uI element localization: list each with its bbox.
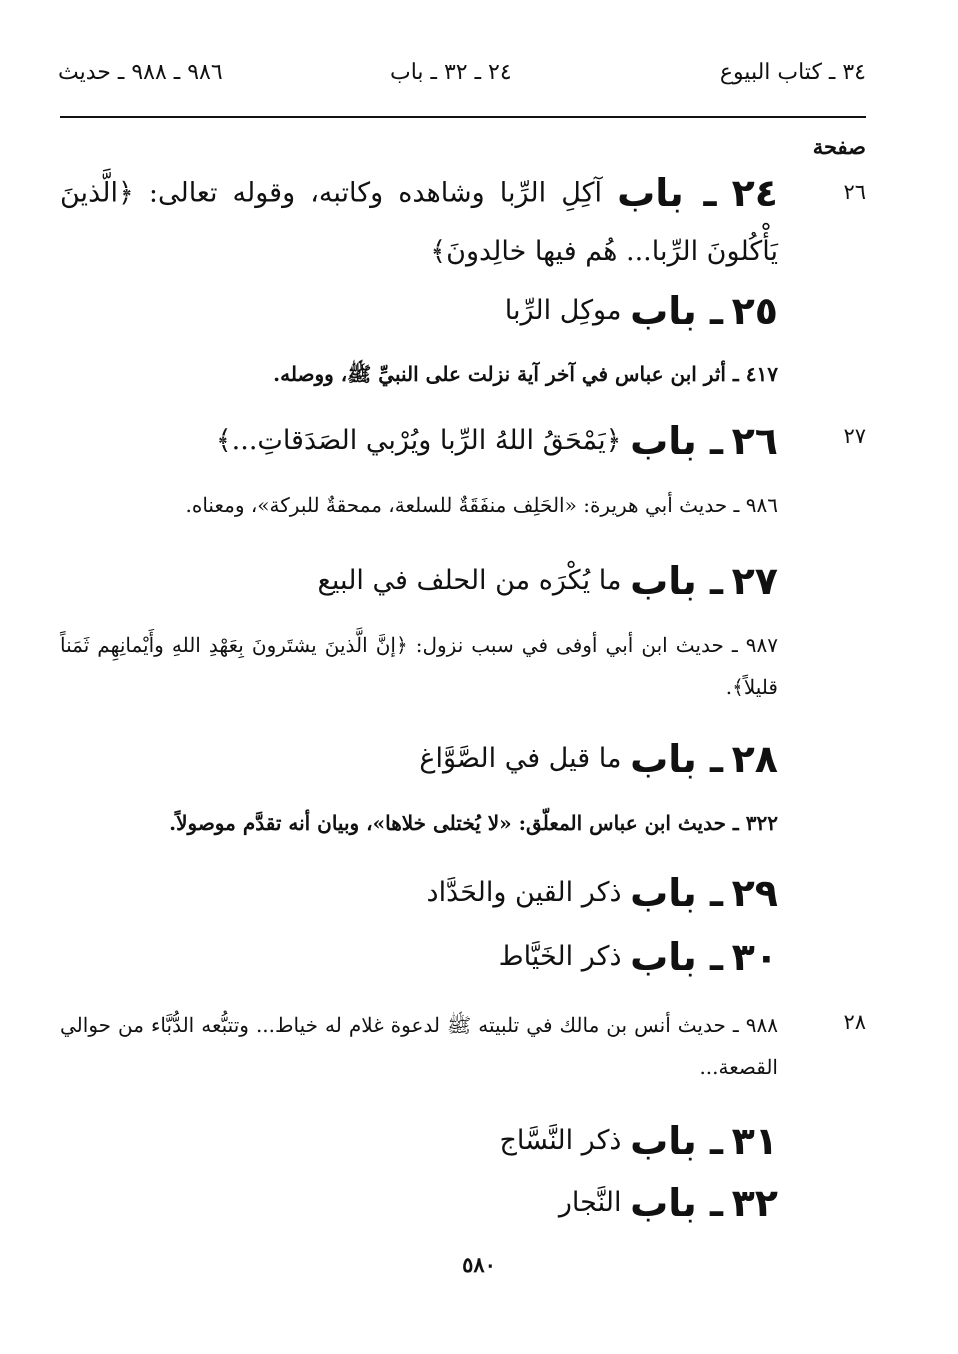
chapter-title: ما يُكْرَه من الحلف في البيع [317, 565, 622, 597]
chapter-word: باب [630, 1119, 697, 1163]
running-header-chapters: ٢٤ ـ ٣٢ ـ باب [390, 60, 512, 85]
chapter-number: ٢٩ [731, 871, 778, 915]
running-header-hadiths: ٩٨٦ ـ ٩٨٨ ـ حديث [58, 60, 223, 85]
page-number: ٥٨٠ [462, 1252, 496, 1277]
hadith-entry [60, 806, 778, 841]
chapter-word: باب [630, 1181, 697, 1225]
chapter-heading: ٢٨ ـ باب ما قيل في الصَّوَّاغ [419, 737, 778, 781]
chapter-number: ٢٧ [731, 559, 778, 603]
chapter-title: ذكر القين والحَدَّاد [426, 877, 622, 909]
hadith-text: ٤١٧ ـ أثر ابن عباس في آخر آية نزلت على النبيِّ ﷺ، ووصله. [273, 362, 778, 386]
hadith-text: ٩٨٦ ـ حديث أبي هريرة: «الحَلِف منفَقَةٌ للسلعة، ممحقةٌ للبركة»، ومعناه. [185, 493, 778, 517]
chapter-word: باب [630, 935, 697, 979]
header-rule [60, 116, 866, 118]
page-reference: ٢٦ [843, 180, 866, 204]
chapter-heading: ٣٢ ـ باب النَّجار [558, 1181, 778, 1225]
chapter-number: ٢٥ [731, 289, 778, 333]
chapter-number: ٣١ [731, 1119, 778, 1163]
chapter-heading: ٢٧ ـ باب ما يُكْرَه من الحلف في البيع [317, 559, 778, 603]
chapter-heading: ٣١ ـ باب ذكر النَّسَّاج [499, 1119, 778, 1163]
chapter-word: باب [630, 419, 697, 463]
chapter-title: ما قيل في الصَّوَّاغ [419, 743, 622, 775]
chapter-number: ٣٠ [731, 935, 778, 979]
hadith-entry [60, 1004, 778, 1088]
chapter-heading: ٢٤ ـ باب آكِلِ الرِّبا وشاهده وكاتبه، وقوله تعالى: ﴿الَّذينَ يَأْكُلونَ الرِّبا... هُم فيها خالِدونَ﴾ [60, 171, 778, 267]
chapter-word: باب [630, 289, 697, 333]
chapter-title: آكِلِ الرِّبا وشاهده وكاتبه، وقوله تعالى: ﴿الَّذينَ يَأْكُلونَ الرِّبا... هُم فيها خالِدونَ﴾ [60, 177, 778, 267]
chapter-word: باب [630, 871, 697, 915]
chapter-title: النَّجار [558, 1187, 622, 1219]
hadith-text: ٩٨٨ ـ حديث أنس بن مالك في تلبيته ﷺ لدعوة غلام له خياط... وتتبُّعه الدُّبَّاء من حوالي القصعة... [60, 1013, 778, 1079]
running-header-book: ٣٤ ـ كتاب البيوع [719, 60, 866, 85]
chapter-heading: ٢٦ ـ باب ﴿يَمْحَقُ اللهُ الرِّبا ويُرْبي الصَدَقاتِ...﴾ [215, 419, 778, 463]
hadith-entry [60, 624, 778, 708]
chapter-heading: ٢٥ ـ باب موكِل الرِّبا [504, 289, 778, 333]
chapter-number: ٢٨ [731, 737, 778, 781]
hadith-text: ٩٨٧ ـ حديث ابن أبي أوفى في سبب نزول: ﴿إنَّ الَّذينَ يشتَرونَ بِعَهْدِ اللهِ وأَيْمانِهِم ثَمَناً قليلاً﴾. [60, 633, 778, 699]
chapter-title: موكِل الرِّبا [504, 295, 622, 327]
chapter-heading: ٣٠ ـ باب ذكر الخَيَّاط [498, 935, 778, 979]
chapter-number: ٢٤ [731, 171, 778, 215]
page-reference: ٢٨ [843, 1010, 866, 1034]
chapter-word: باب [617, 171, 684, 215]
chapter-heading: ٢٩ ـ باب ذكر القين والحَدَّاد [426, 871, 778, 915]
hadith-entry [60, 488, 778, 523]
page-reference: ٢٧ [843, 424, 866, 448]
chapter-word: باب [630, 737, 697, 781]
page-column-label: صفحة [812, 134, 866, 159]
chapter-word: باب [630, 559, 697, 603]
chapter-number: ٣٢ [731, 1181, 778, 1225]
hadith-entry [60, 357, 778, 392]
chapter-title: ذكر الخَيَّاط [498, 941, 622, 973]
chapter-title: ذكر النَّسَّاج [499, 1125, 622, 1157]
chapter-number: ٢٦ [731, 419, 778, 463]
hadith-text: ٣٢٢ ـ حديث ابن عباس المعلّق: «لا يُختلى خلاها»، وبيان أنه تقدَّم موصولاً. [169, 811, 778, 835]
chapter-title: ﴿يَمْحَقُ اللهُ الرِّبا ويُرْبي الصَدَقاتِ...﴾ [215, 425, 622, 457]
